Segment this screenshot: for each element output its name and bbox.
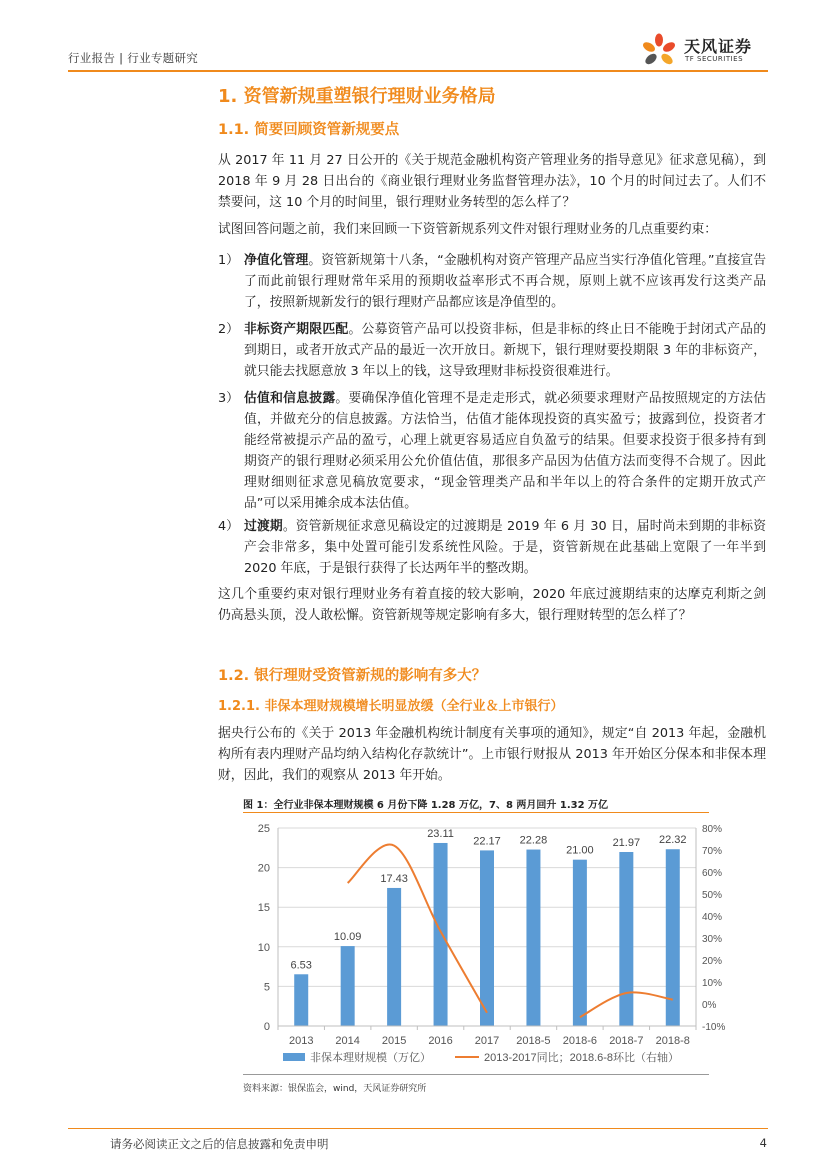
- header-divider: [68, 70, 768, 72]
- list-item-number: 4）: [218, 519, 239, 534]
- y-right-tick-label: 70%: [702, 846, 723, 857]
- y-left-tick-label: 20: [257, 862, 270, 875]
- section-1-2-title: 1.2. 银行理财受资管新规的影响有多大？: [218, 668, 487, 684]
- y-right-tick-label: 0%: [702, 1000, 717, 1011]
- list-item: [218, 250, 766, 313]
- logo-chinese-name: 天风证券: [684, 37, 753, 56]
- page-header: [68, 38, 768, 70]
- list-item-text: 。公募资管产品可以投资非标，但是非标的终止日不能晚于封闭式产品的到期日，或者开放式产品的最近一次开放日。新规下，银行理财要投期限 3 年的非标资产，就只能去找愿意放 3 年以上的钱，这导致理财非标投资很难进行。: [244, 322, 767, 379]
- y-right-tick-label: -10%: [702, 1022, 726, 1033]
- list-item-keyword: 估值和信息披露: [244, 391, 336, 406]
- bar-value-label: 17.43: [380, 872, 408, 885]
- series-line: [348, 845, 487, 1013]
- bar-value-label: 21.00: [566, 844, 594, 857]
- section-1-2-1-title: 1.2.1. 非保本理财规模增长明显放缓（全行业＆上市银行）: [218, 699, 564, 714]
- bar: [573, 860, 587, 1026]
- bar-value-label: 10.09: [333, 931, 362, 944]
- bar-value-label: 6.53: [290, 959, 312, 972]
- x-tick-label: 2018-8: [655, 1035, 690, 1047]
- list-item: [218, 319, 766, 382]
- x-tick-label: 2018-6: [562, 1035, 598, 1047]
- x-tick-label: 2013: [288, 1035, 314, 1047]
- y-right-tick-label: 10%: [702, 978, 723, 989]
- paragraph-impact-question: 这几个重要约束对银行理财业务有着直接的较大影响，2020 年底过渡期结束的达摩克利斯之剑仍高悬头顶，没人敢松懈。资管新规等规定影响有多大，银行理财转型的怎么样了？: [218, 587, 766, 623]
- y-left-tick-label: 0: [263, 1021, 270, 1033]
- bar: [387, 888, 401, 1026]
- y-right-tick-label: 20%: [702, 956, 723, 967]
- figure-top-divider: [243, 812, 709, 813]
- logo-english-name: TF SECURITIES: [685, 55, 744, 63]
- list-item: [218, 388, 766, 514]
- bar: [294, 974, 308, 1026]
- bar: [341, 946, 355, 1026]
- footer-divider: [68, 1128, 768, 1129]
- y-right-tick-label: 80%: [702, 824, 723, 835]
- figure-bottom-divider: [243, 1074, 709, 1075]
- paragraph-intro: 从 2017 年 11 月 27 日公开的《关于规范金融机构资产管理业务的指导意见》征求意见稿），到 2018 年 9 月 28 日出台的《商业银行理财业务监督管理办法》，10 个月的时间过去了。人们不禁要问，这 10 个月的时间里，银行理财业务转型的怎么样了？: [218, 153, 766, 210]
- figure-source: 资料来源：银保监会，wind，天风证券研究所: [243, 1084, 427, 1094]
- page-number: 4: [759, 1136, 767, 1150]
- bar: [619, 852, 633, 1026]
- legend-bar-label: 非保本理财规模（万亿）: [310, 1052, 431, 1064]
- x-tick-label: 2018-7: [609, 1035, 644, 1047]
- bar: [434, 843, 448, 1026]
- bar-value-label: 22.17: [473, 835, 501, 848]
- list-item-text: 。资管新规征求意见稿设定的过渡期是 2019 年 6 月 30 日，届时尚未到期的非标资产会非常多，集中处置可能引发系统性风险。于是，资管新规在此基础上宽限了一年半到 2020 年底，于是银行获得了长达两年半的整改期。: [244, 519, 767, 576]
- y-left-tick-label: 25: [257, 823, 270, 835]
- flower-logo-icon: [638, 32, 680, 70]
- paragraph-data-basis: 据央行公布的《关于 2013 年金融机构统计制度有关事项的通知》，规定“自 2013 年起，金融机构所有表内理财产品均纳入结构化存款统计”。上市银行财报从 2013 年开始区分保本和非保本理财，因此，我们的观察从 2013 年开始。: [218, 726, 766, 783]
- list-item-text: 。资管新规第十八条，“金融机构对资产管理产品应当实行净值化管理。”直接宣告了而此前银行理财常年采用的预期收益率形式不再合规，原则上就不应该再发行这类产品了，按照新规新发行的银行理财产品都应该是净值型的。: [244, 253, 767, 310]
- y-right-tick-label: 60%: [702, 868, 723, 879]
- y-right-tick-label: 50%: [702, 890, 723, 901]
- tf-securities-logo: [638, 32, 768, 70]
- y-left-tick-label: 10: [257, 941, 270, 954]
- y-right-tick-label: 40%: [702, 912, 723, 923]
- x-tick-label: 2018-5: [516, 1035, 551, 1047]
- section-1-1-title: 1.1. 简要回顾资管新规要点: [218, 122, 400, 138]
- disclaimer-notice: 请务必阅读正文之后的信息披露和免责申明: [110, 1137, 329, 1151]
- list-item-number: 2）: [218, 322, 239, 337]
- report-type-label: 行业报告 | 行业专题研究: [68, 51, 199, 65]
- list-item-number: 3）: [218, 391, 239, 406]
- figure-title: 图 1：全行业非保本理财规模 6 月份下降 1.28 万亿，7、8 两月回升 1.32 万亿: [243, 800, 609, 811]
- list-item-number: 1）: [218, 253, 239, 268]
- x-tick-label: 2017: [474, 1035, 500, 1047]
- bar-value-label: 21.97: [612, 836, 641, 849]
- x-tick-label: 2015: [381, 1035, 407, 1047]
- y-left-tick-label: 5: [263, 981, 270, 994]
- x-tick-label: 2014: [335, 1035, 360, 1047]
- bar: [480, 850, 494, 1026]
- legend-line-label: 2013-2017同比；2018.6-8环比（右轴）: [484, 1052, 680, 1064]
- list-item-keyword: 过渡期: [244, 519, 283, 534]
- legend-bar-swatch: [283, 1053, 305, 1061]
- list-item-text: 。要确保净值化管理不是走走形式，就必须要求理财产品按照规定的方法估值，并做充分的信息披露。方法恰当，估值才能体现投资的真实盈亏；披露到位，投资者才能经常被提示产品的盈亏，心理上就更容易适应自负盈亏的结果。但要求投资于很多持有到期资产的银行理财必须采用公允价值估值，那很多产品因为估值方法而变得不合规了。因此理财细则征求意见稿放宽要求，“现金管理类产品和半年以上的符合条件的定期开放式产品”可以采用摊余成本法估值。: [244, 391, 767, 511]
- list-item: [218, 516, 766, 579]
- bar: [526, 850, 540, 1026]
- list-item-keyword: 非标资产期限匹配: [244, 322, 349, 337]
- bar-value-label: 23.11: [427, 827, 454, 840]
- paragraph-constraints-intro: 试图回答问题之前，我们来回顾一下资管新规系列文件对银行理财业务的几点重要约束：: [218, 222, 718, 237]
- wealth-management-chart: [243, 814, 726, 1076]
- y-left-tick-label: 15: [257, 902, 270, 915]
- x-tick-label: 2016: [428, 1035, 453, 1047]
- section-1-title: 1. 资管新规重塑银行理财业务格局: [218, 86, 496, 107]
- y-right-tick-label: 30%: [702, 934, 723, 945]
- list-item-keyword: 净值化管理: [244, 253, 309, 268]
- bar-value-label: 22.32: [659, 834, 687, 847]
- bar-value-label: 22.28: [519, 834, 548, 847]
